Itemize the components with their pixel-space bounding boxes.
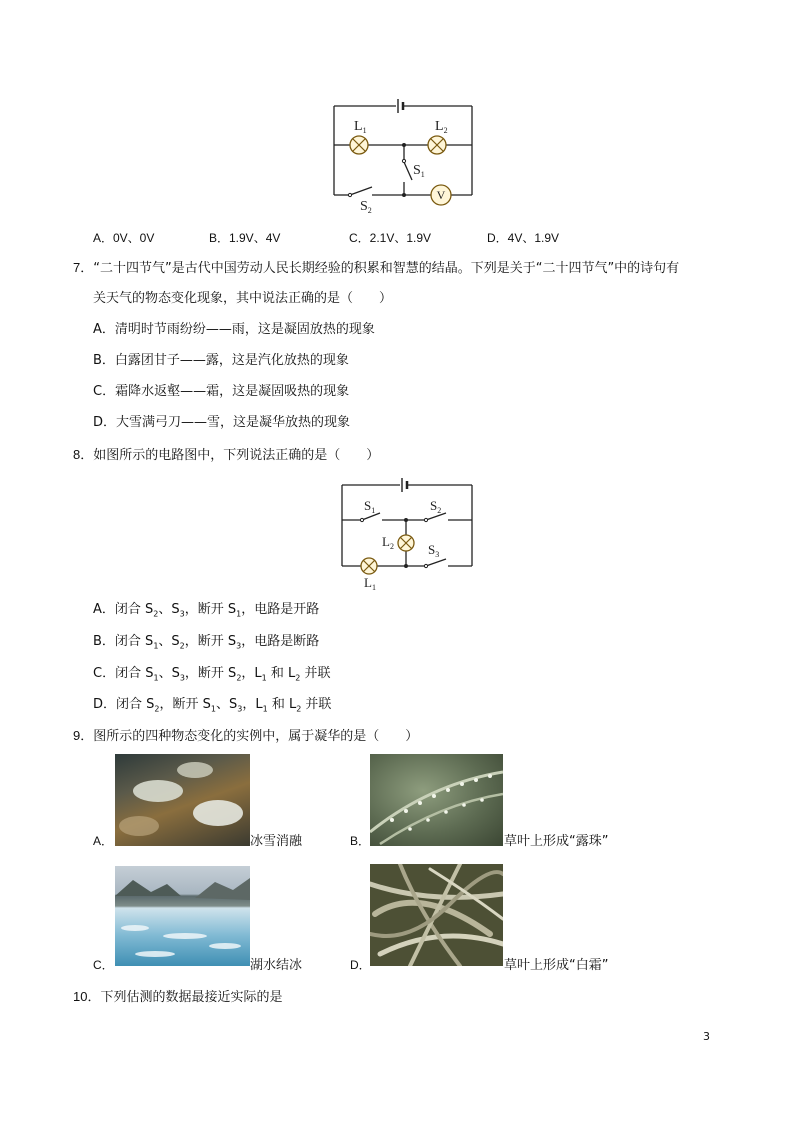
q9-caption-b: 草叶上形成“露珠” xyxy=(504,834,609,849)
q6-option-b: B．1.9V、4V xyxy=(209,231,281,245)
q8-option-d: D．闭合 $S_2$，断开 $S_1$、$S_3$，$L_1$ 和 $L_2$ 并联 xyxy=(93,697,332,714)
q9-letter-b: B． xyxy=(350,834,371,848)
q6-option-d: D．4V、1.9V xyxy=(487,231,560,245)
label-s1: $S_1$ xyxy=(364,498,376,515)
q8-option-c: C．闭合 $S_1$、$S_3$，断开 $S_2$，$L_1$ 和 $L_2$ 并联 xyxy=(93,666,331,683)
q8-option-a: A．闭合 $S_2$、$S_3$，断开 $S_1$，电路是开路 xyxy=(93,602,320,619)
frozen-lake-photo xyxy=(115,866,250,966)
q6-option-a: A．0V、0V xyxy=(93,231,155,245)
q9-caption-c: 湖水结冰 xyxy=(250,958,303,973)
lamp-l1-symbol xyxy=(350,136,368,154)
q10-stem: 10．下列估测的数据最接近实际的是 xyxy=(73,989,283,1005)
q9-stem: 9．图所示的四种物态变化的实例中，属于凝华的是（ ） xyxy=(73,728,419,744)
q6-option-c: C．2.1V、1.9V xyxy=(349,231,432,245)
voltmeter-label: V xyxy=(436,188,446,202)
q10-number: 10． xyxy=(73,989,101,1004)
label-l1: $L_1$ xyxy=(364,575,376,592)
q9-number: 9． xyxy=(73,728,94,743)
voltmeter-symbol xyxy=(431,185,451,205)
q7-number: 7． xyxy=(73,260,94,275)
q7-option-d: D．大雪满弓刀——雪，这是凝华放热的现象 xyxy=(93,415,351,430)
q9-caption-a: 冰雪消融 xyxy=(250,834,303,849)
q8-stem: 8．如图所示的电路图中，下列说法正确的是（ ） xyxy=(73,447,380,463)
q7-option-a: A．清明时节雨纷纷——雨，这是凝固放热的现象 xyxy=(93,322,375,337)
q8-number: 8． xyxy=(73,447,94,462)
frost-on-grass-photo xyxy=(370,864,503,966)
label-l1: $L_1$ xyxy=(354,119,367,135)
label-s1: $S_1$ xyxy=(413,163,425,179)
label-s2: $S_2$ xyxy=(430,498,442,515)
dew-on-grass-photo xyxy=(370,754,503,846)
q6-circuit-diagram xyxy=(320,92,490,217)
lamp-l1-symbol xyxy=(361,558,377,574)
lamp-l2-symbol xyxy=(428,136,446,154)
label-s3: $S_3$ xyxy=(428,542,440,559)
q9-letter-c: C． xyxy=(93,958,114,972)
page-number: 3 xyxy=(703,1030,710,1043)
battery-symbol xyxy=(402,478,407,492)
q9-letter-d: D． xyxy=(350,958,371,972)
q7-stem-line1: 7．“二十四节气”是古代中国劳动人民长期经验的积累和智慧的结晶。下列是关于“二十四节气”中的诗句有 xyxy=(73,260,680,276)
q8-option-b: B．闭合 $S_1$、$S_2$，断开 $S_3$，电路是断路 xyxy=(93,634,320,651)
lamp-l2-symbol xyxy=(398,535,414,551)
q8-circuit-diagram xyxy=(330,470,480,595)
q9-caption-d: 草叶上形成“白霜” xyxy=(504,958,609,973)
label-l2: $L_2$ xyxy=(382,534,394,551)
q7-option-c: C．霜降水返壑——霜，这是凝固吸热的现象 xyxy=(93,384,350,399)
battery-symbol xyxy=(398,99,403,113)
q9-letter-a: A． xyxy=(93,834,114,848)
label-l2: $L_2$ xyxy=(435,119,448,135)
q7-option-b: B．白露团甘子——露，这是汽化放热的现象 xyxy=(93,353,349,368)
label-s2: $S_2$ xyxy=(360,199,372,215)
melting-ice-photo xyxy=(115,754,250,846)
q7-stem-line2: 关天气的物态变化现象，其中说法正确的是（ ） xyxy=(93,291,393,306)
